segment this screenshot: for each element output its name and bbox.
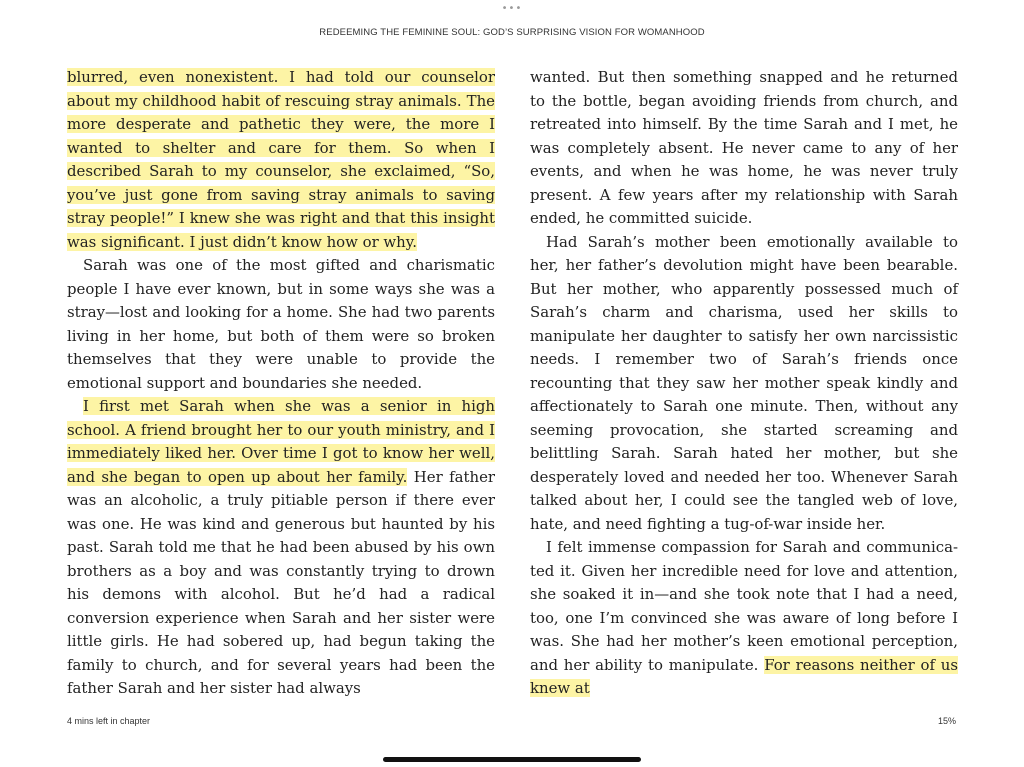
highlighted-text[interactable]: For reasons neither of us knew at — [530, 655, 958, 697]
paragraph-text: Her father was an alcoholic, a truly pitiable person if there ever was one. He was kind and generous but haunted by his past. Sarah told me that he had been abused by his own brothers as a boy and was constantly trying to drown his demons with alcohol. But he’d had a radical conversion experience when Sarah and her sister were little girls. He had sobered up, had begun taking the family to church, and for several years had been the father Sarah and her sister had always — [67, 467, 495, 697]
paragraph — [530, 536, 958, 701]
page-column-right — [530, 66, 958, 701]
paragraph: wanted. But then something snapped and he returned to the bottle, began avoiding friends from church, and retreated into himself. By the time Sarah and I met, he was completely absent. He never came to any of her events, and when he was home, he was never truly present. A few years after my relationship with Sarah ended, he committed suicide. — [530, 68, 958, 227]
paragraph: Sarah was one of the most gifted and charismatic people I have ever known, but in some ways she was a stray—lost and looking for a home. She had two parents living in her home, but both of them were so broken themselves that they were unable to provide the emotional support and boundaries she needed. — [67, 256, 495, 392]
paragraph-text: I felt immense compassion for Sarah and communicated it. Given her incredible need for love and attention, she soaked it in—and she took note that I had a need, too, one I’m convinced she was aware of long before I was. She had her mother’s keen emotional perception, and her ability to manipulate. — [530, 538, 958, 674]
reading-progress: 15% — [937, 716, 956, 726]
more-options-icon[interactable]: ••• — [501, 3, 523, 14]
book-title: REDEEMING THE FEMININE SOUL: GOD’S SURPRISING VISION FOR WOMANHOOD — [319, 27, 705, 38]
time-left-in-chapter: 4 mins left in chapter — [67, 716, 151, 726]
page-column-left — [67, 66, 495, 701]
paragraph — [67, 395, 495, 701]
home-indicator-bar[interactable] — [383, 757, 641, 762]
highlighted-text[interactable]: blurred, even nonexistent. I had told our counselor about my childhood habit of rescuing stray animals. The more desperate and pathetic they were, the more I wanted to shelter and care for them. So when I described Sarah to my counselor, she exclaimed, “So, you’ve just gone from saving stray animals to saving stray people!” I knew she was right and that this insight was significant. I just didn’t know how or why. — [67, 68, 495, 251]
paragraph: Had Sarah’s mother been emotionally available to her, her father’s devolution might have been bearable. But her mother, who apparently possessed much of Sarah’s charm and charisma, used her skills to manipulate her daughter to satisfy her own narcissistic needs. I remember two of Sarah’s friends once recounting that they saw her mother speak kindly and affectionately to Sarah one minute. Then, without any seeming provocation, she started screaming and belittling Sarah. Sarah hated her mother, but she desperately loved and needed her too. Whenever Sarah talked about her, I could see the tangled web of love, hate, and need fighting a tug-of-war inside her. — [530, 232, 958, 533]
highlighted-text[interactable]: I first met Sarah when she was a senior in high school. A friend brought her to our youth ministry, and I immediately liked her. Over time I got to know her well, and she began to open up about her family. — [67, 397, 495, 486]
paragraph — [67, 66, 495, 254]
